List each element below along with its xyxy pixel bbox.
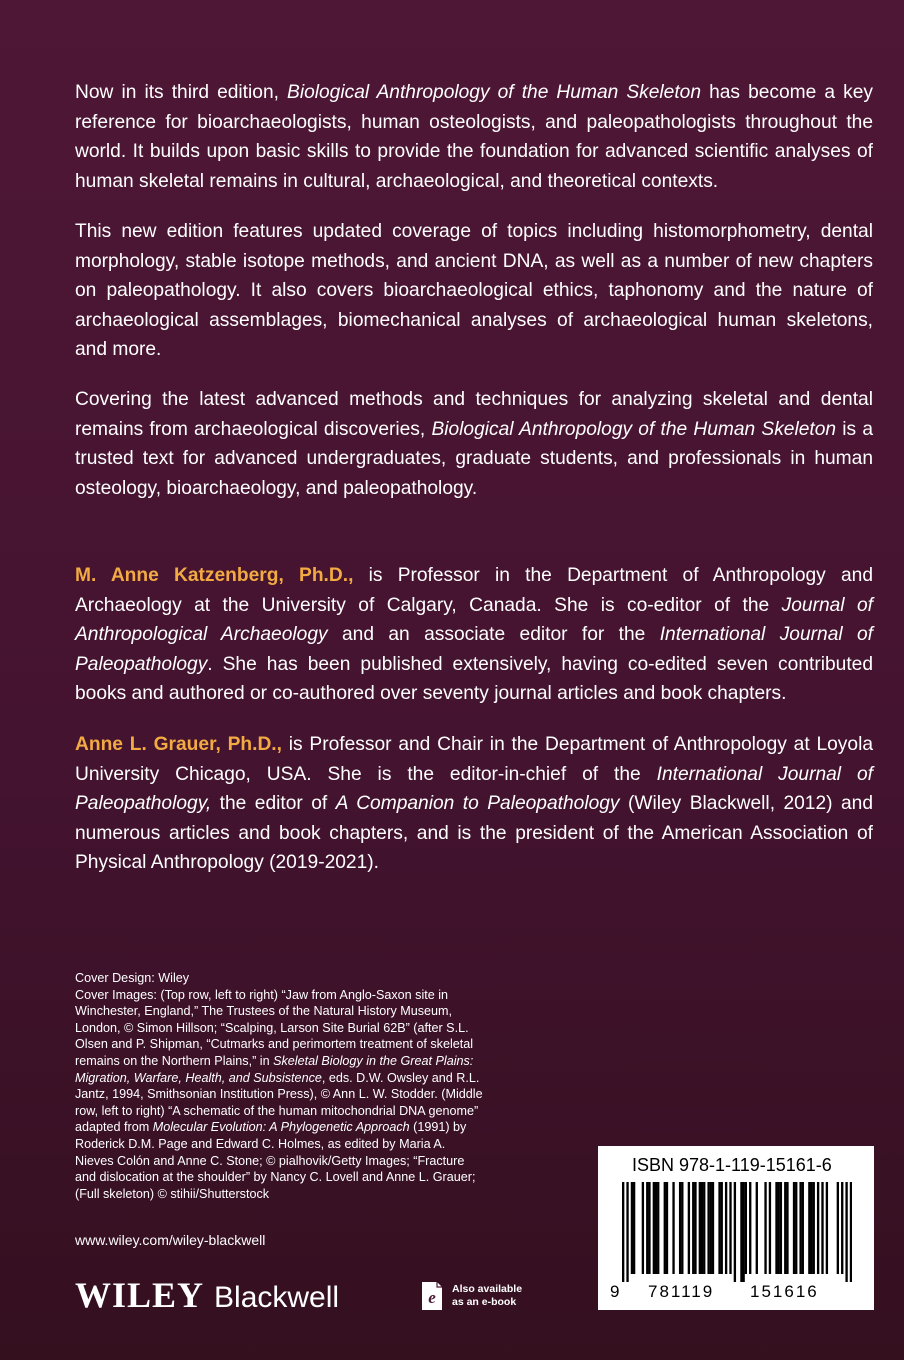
wiley-wordmark: WILEY (75, 1275, 205, 1315)
barcode-bar (707, 1182, 709, 1274)
barcode-bar (749, 1182, 751, 1274)
barcode-digits-left: 781119 (648, 1282, 715, 1301)
author-bio-katzenberg: M. Anne Katzenberg, Ph.D., is Professor in the Department of Anthropology and Archaeology at the University of Calgary, Canada. She is co-editor of the Journal of Anthropological Archaeology and an associate editor for the International Journal of Paleopathology. She has been published extensively, having co-edited seven contributed books and authored or co-authored over seventy journal articles and book chapters. (75, 565, 874, 705)
barcode-bar (657, 1182, 659, 1274)
barcode-bar (745, 1182, 747, 1274)
description-paragraph-2: This new edition features updated coverage of topics including histomorphometry, dental morphology, stable isotope methods, and ancient DNA, as well as a number of new chapters on paleopathology. It also covers bioarchaeological ethics, taphonomy and the nature of archaeological assemblages, biomechanical analyses of archaeological human skeletons, and more. (75, 221, 873, 361)
publisher-url[interactable]: www.wiley.com/wiley-blackwell (75, 1232, 266, 1248)
barcode-bar (692, 1182, 694, 1274)
barcode-bar (786, 1182, 788, 1274)
barcode-bar (710, 1182, 712, 1274)
barcode-bar (845, 1182, 847, 1282)
barcode-bar (841, 1182, 843, 1274)
description-paragraph-1: Now in its third edition, Biological Anthropology of the Human Skeleton has become a key reference for bioarchaeologists, human osteologists, and paleopathologists throughout the world. It builds upon basic skills to provide the foundation for advanced scientific analyses of human skeletal remains in cultural, archaeological, and theoretical contexts. (75, 82, 873, 192)
svg-text:e: e (428, 1288, 436, 1307)
cover-credits (75, 970, 485, 1202)
barcode-bar (701, 1182, 703, 1274)
barcode-bar (679, 1182, 681, 1274)
wiley-blackwell-logo (75, 1274, 339, 1314)
barcode-bar (850, 1182, 852, 1282)
barcode-digit-first: 9 (610, 1282, 620, 1301)
isbn-barcode (598, 1146, 874, 1310)
barcode-bar (655, 1182, 657, 1274)
barcode-bar (622, 1182, 624, 1282)
author-name: Anne L. Grauer, Ph.D., (75, 734, 282, 755)
barcode-bars (622, 1182, 852, 1282)
isbn-number: ISBN 978-1-119-15161-6 (632, 1155, 832, 1175)
barcode-bar (799, 1182, 801, 1274)
barcode-bar (837, 1182, 839, 1274)
barcode-bar (694, 1182, 696, 1274)
barcode-bar (778, 1182, 780, 1274)
barcode-bar (826, 1182, 828, 1274)
barcode-bar (802, 1182, 804, 1274)
barcode-bar (795, 1182, 797, 1274)
barcode-bar (810, 1182, 812, 1274)
barcode-bar (712, 1182, 714, 1274)
barcode-bar (775, 1182, 777, 1274)
barcode-bar (821, 1182, 823, 1274)
barcode-bar (648, 1182, 650, 1274)
description-paragraph-3: Covering the latest advanced methods and techniques for analyzing skeletal and dental remains from archaeological discoveries, Biological Anthropology of the Human Skeleton is a trusted text for advanced undergraduates, graduate students, and professionals in human osteology, bioarchaeology, and paleopathology. (75, 389, 874, 499)
barcode-bar (653, 1182, 655, 1274)
barcode-bar (664, 1182, 666, 1274)
barcode-bar (626, 1182, 628, 1282)
author-name: M. Anne Katzenberg, Ph.D., (75, 565, 354, 586)
barcode-bar (666, 1182, 668, 1274)
barcode-bar (681, 1182, 683, 1274)
barcode-bar (703, 1182, 705, 1274)
barcode-bar (633, 1182, 635, 1274)
barcode-bar (769, 1182, 771, 1274)
barcode-bar (780, 1182, 782, 1274)
barcode-bar (793, 1182, 795, 1274)
barcode-bar (718, 1182, 720, 1274)
book-title: Biological Anthropology of the Human Skeleton (287, 82, 702, 103)
barcode-bar (808, 1182, 810, 1274)
barcode-bar (817, 1182, 819, 1274)
ebook-badge: e Also available as an e-book (420, 1280, 542, 1312)
barcode-bar (729, 1182, 731, 1274)
book-title: Biological Anthropology of the Human Skeleton (431, 418, 837, 440)
barcode-bar (740, 1182, 742, 1282)
cover-images-credit: Cover Images: (Top row, left to right) “Jaw from Anglo-Saxon site in Winchester, England,” The Trustees of the Natural History Museum, London, © Simon Hillson; “Scalping, Larson Site Burial 62B” (after S.L. Olsen and P. Shipman, “Cutmarks and perimortem treatment of skeletal remains on the Northern Plains,” in Skeletal Biology in the Great Plains: Migration, Warfare, Health, and Subsistence, eds. D.W. Owsley and R.L. Jantz, 1994, Smithsonian Institution Press), © Ann L. W. Stodder. (Middle row, left to right) “A schematic of the human mitochondrial DNA genome” adapted from Molecular Evolution: A Phylogenetic Approach (1991) by Roderick D.M. Page and Edward C. Holmes, as edited by Maria A. Nieves Colón and Anne C. Stone; © pialhovik/Getty Images; “Fracture and dislocation at the shoulder” by Nancy C. Lovell and Anne L. Grauer; (Full skeleton) © stihii/Shutterstock (75, 987, 483, 1201)
barcode-bar (764, 1182, 766, 1274)
barcode-bar (784, 1182, 786, 1274)
barcode-bar (672, 1182, 674, 1274)
barcode-bar (631, 1182, 633, 1274)
barcode-bar (688, 1182, 690, 1274)
barcode-bar (742, 1182, 744, 1282)
ebook-icon (420, 1280, 444, 1312)
blackwell-wordmark: Blackwell (214, 1281, 340, 1314)
barcode-bar (646, 1182, 648, 1274)
author-bio-grauer: Anne L. Grauer, Ph.D., is Professor and Chair in the Department of Anthropology at Loyola University Chicago, USA. She is the editor-in-chief of the International Journal of Paleopathology, the editor of A Companion to Paleopathology (Wiley Blackwell, 2012) and numerous articles and book chapters, and is the president of the American Association of Physical Anthropology (2019-2021). (75, 734, 874, 874)
barcode-bar (734, 1182, 736, 1282)
barcode-bar (813, 1182, 815, 1274)
barcode-bar (756, 1182, 758, 1274)
barcode-bar (642, 1182, 644, 1274)
barcode-bar (699, 1182, 701, 1274)
barcode-bar (721, 1182, 723, 1274)
barcode-bar (725, 1182, 727, 1274)
barcode-digits-right: 151616 (750, 1282, 819, 1301)
cover-design-credit: Cover Design: Wiley (75, 971, 190, 985)
